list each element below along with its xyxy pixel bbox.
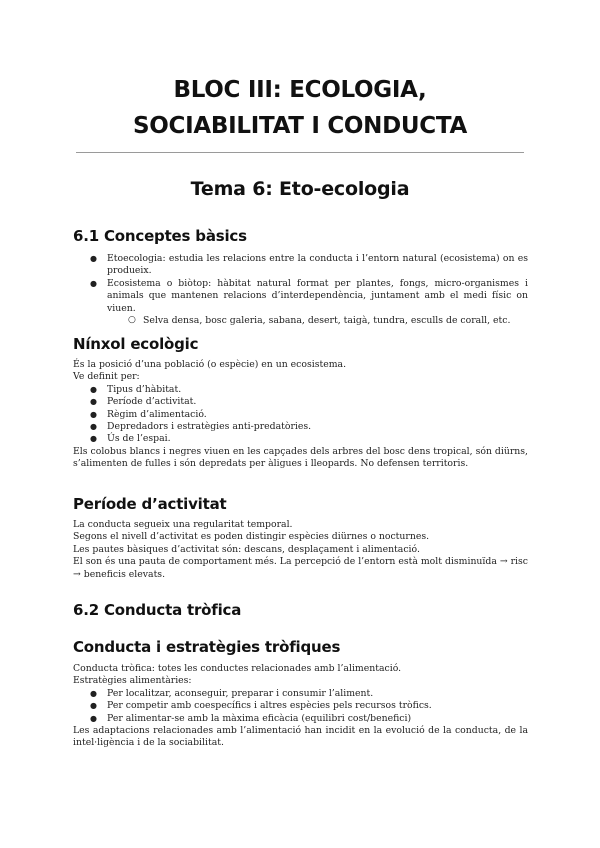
section-6-1-body (73, 253, 528, 327)
estrategies-body (73, 663, 528, 750)
bullet-icon: ● (90, 278, 97, 288)
hollow-bullet-icon: ○ (128, 315, 136, 326)
ninxol-intro: És la posició d’una població (o espècie) en un ecosistema. (73, 359, 347, 370)
list-item: ● Etoecologia: estudia les relacions entre la conducta i l’entorn natural (ecosistema) on es produeix. (90, 253, 528, 277)
sub-list-item: ○ Selva densa, bosc galeria, sabana, desert, taigà, tundra, esculls de corall, etc. (128, 315, 511, 327)
list-item: ● Per localitzar, aconseguir, preparar i consumir l’aliment. (90, 687, 374, 699)
section-6-1-heading: 6.1 Conceptes bàsics (73, 227, 247, 245)
periode-line: Les pautes bàsiques d’activitat són: descans, desplaçament i alimentació. (73, 543, 420, 555)
bullet-icon: ● (90, 701, 97, 711)
title-line-2: SOCIABILITAT I CONDUCTA (133, 113, 467, 139)
list-item: ● Depredadors i estratègies anti-predatòries. (90, 421, 312, 433)
list-item: ● Per alimentar-se amb la màxima eficàcia (equilibri cost/benefici) (90, 712, 412, 724)
bullet-icon: ● (90, 254, 97, 263)
ninxol-heading: Nínxol ecològic (73, 335, 199, 353)
bullet-icon: ● (90, 713, 97, 723)
list-item: ● Règim d’alimentació. (90, 408, 207, 420)
concepts-list (73, 253, 528, 327)
bullet-icon: ● (90, 397, 97, 407)
estrategies-line-1: Conducta tròfica: totes les conductes relacionades amb l’alimentació. (73, 663, 402, 674)
list-item: ● Tipus d’hàbitat. (90, 383, 182, 395)
section-6-2-heading: 6.2 Conducta tròfica (73, 601, 242, 619)
list-item: ● Període d’activitat. (90, 396, 197, 408)
bullet-icon: ● (90, 384, 97, 394)
list-item: ● Ecosistema o biòtop: hàbitat natural format per plantes, fongs, micro-organismes i animals que mantenen relacions d’interdependència, juntament amb el medi físic on viuen. (90, 277, 528, 314)
estrategies-closing: Les adaptacions relacionades amb l’alimentació han incidit en la evolució de la conducta, de la intel·ligència i de la sociabilitat. (73, 725, 528, 749)
ninxol-list (73, 384, 528, 446)
periode-body (73, 519, 528, 581)
horizontal-divider (76, 152, 524, 153)
ninxol-example: Els colobus blancs i negres viuen en les capçades dels arbres del bosc dens tropical, són diürns, s’alimenten de fulles i són depredats per àligues i lleopards. No defensen territoris. (73, 445, 528, 470)
estrategies-line-2: Estratègies alimentàries: (73, 675, 192, 687)
bullet-icon: ● (90, 409, 97, 419)
tema-heading: Tema 6: Eto-ecologia (190, 178, 410, 200)
estrategies-list (73, 688, 528, 725)
list-item: ● Per competir amb coespecífics i altres espècies pels recursos tròfics. (90, 700, 432, 712)
title-line-1: BLOC III: ECOLOGIA, (173, 77, 427, 103)
bullet-icon: ● (90, 688, 97, 698)
estrategies-heading: Conducta i estratègies tròfiques (73, 638, 341, 656)
periode-line: Segons el nivell d’activitat es poden distingir espècies diürnes o nocturnes. (73, 531, 430, 543)
bullet-icon: ● (90, 422, 97, 432)
bullet-icon: ● (90, 434, 97, 444)
periode-heading: Període d’activitat (73, 495, 227, 513)
periode-last: El son és una pauta de comportament més. La percepció de l’entorn està molt disminuïda → risc → beneficis elevats. (73, 556, 528, 580)
list-item: ● Ús de l’espai. (90, 433, 171, 445)
periode-line: La conducta segueix una regularitat temporal. (73, 519, 293, 530)
ninxol-body (73, 359, 528, 471)
document-title (60, 72, 540, 144)
ninxol-intro-2: Ve definit per: (73, 371, 140, 383)
